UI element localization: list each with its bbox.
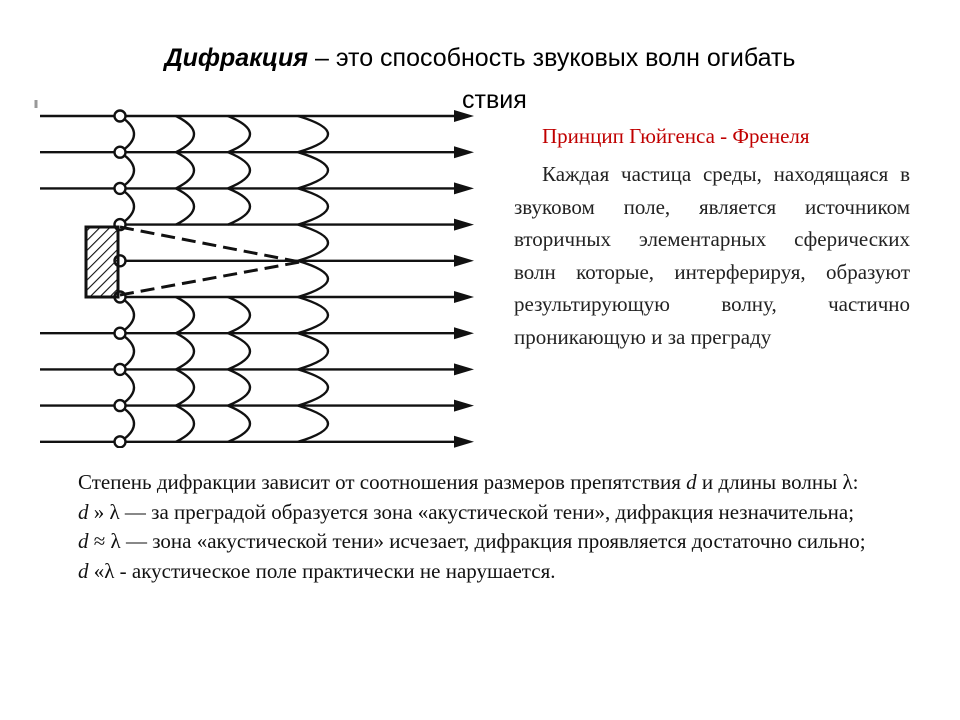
arrow-head-icon (454, 400, 474, 412)
case3-d-symbol: d (78, 558, 89, 583)
source-circle-icon (115, 364, 126, 375)
wavefront-arc (298, 188, 328, 224)
title-rest: – это способность звуковых волн огибать (308, 44, 796, 72)
wavefront-arc (228, 152, 250, 188)
principle-heading: Принцип Гюйгенса - Френеля (542, 124, 810, 148)
diffraction-conditions (78, 468, 918, 586)
wavefront-arcs (120, 116, 328, 442)
wavefront-arc (298, 333, 328, 369)
wavefront-arc (176, 297, 194, 333)
intro-text-a: Степень дифракции зависит от соотношения размеров препятствия (78, 470, 687, 494)
wavefront-arc (298, 116, 328, 152)
wavefront-arc (176, 333, 194, 369)
arrow-head-icon (454, 110, 474, 122)
barrier-obstacle (86, 227, 118, 297)
case3-text: «λ - акустическое поле практически не нарушается. (88, 558, 556, 583)
wavefront-arc (176, 116, 194, 152)
arrow-head-icon (454, 363, 474, 375)
wavefront-arc (298, 406, 328, 442)
principle-body: Каждая частица среды, находящаяся в звуковом поле, является источником вторичных элементарных сферических волн которые, интерферируя, образуют результирующую волну, частично проникающую и за преграду (514, 162, 910, 349)
arrow-head-icon (454, 327, 474, 339)
title-term: Дифракция (164, 44, 309, 72)
condition-large (78, 498, 918, 528)
wavefront-arc (176, 188, 194, 224)
source-circle-icon (115, 183, 126, 194)
source-circle-icon (115, 436, 126, 447)
case1-text: » λ — за преградой образуется зона «акустической тени», дифракция незначительна; (88, 499, 855, 524)
title-line2-fragment: ствия (462, 86, 527, 114)
arrow-head-icon (454, 291, 474, 303)
slide-title (0, 44, 960, 73)
arrow-head-icon (454, 436, 474, 448)
arrow-head-icon (454, 182, 474, 194)
arrow-head-icon (454, 146, 474, 158)
wavefront-arc (298, 152, 328, 188)
intro-d-symbol: d (686, 470, 697, 494)
condition-equal (78, 527, 918, 557)
wavefront-arc (228, 116, 250, 152)
arrow-head-icon (454, 255, 474, 267)
source-circle-icon (115, 147, 126, 158)
condition-small (78, 557, 918, 587)
wavefront-arc (228, 297, 250, 333)
wavefront-arc (298, 261, 328, 297)
wavefront-arc (298, 297, 328, 333)
wavefront-arc (176, 406, 194, 442)
wavefront-arc (298, 225, 328, 261)
wavefront-arc (298, 369, 328, 405)
arrow-head-icon (454, 219, 474, 231)
wavefront-arc (228, 333, 250, 369)
case2-text: ≈ λ — зона «акустической тени» исчезает, дифракция проявляется достаточно сильно; (88, 529, 866, 553)
wavefront-arc (228, 188, 250, 224)
wavefront-arc (228, 406, 250, 442)
source-circle-icon (115, 400, 126, 411)
wavefront-arc (176, 369, 194, 405)
source-circle-icon (115, 111, 126, 122)
intro-text-b: и длины волны λ: (696, 470, 859, 494)
wavefront-arc (176, 152, 194, 188)
conditions-intro (78, 468, 918, 498)
wavefront-arc (228, 369, 250, 405)
source-circle-icon (115, 328, 126, 339)
case2-d-symbol: d (78, 529, 89, 553)
case1-d-symbol: d (78, 499, 89, 524)
